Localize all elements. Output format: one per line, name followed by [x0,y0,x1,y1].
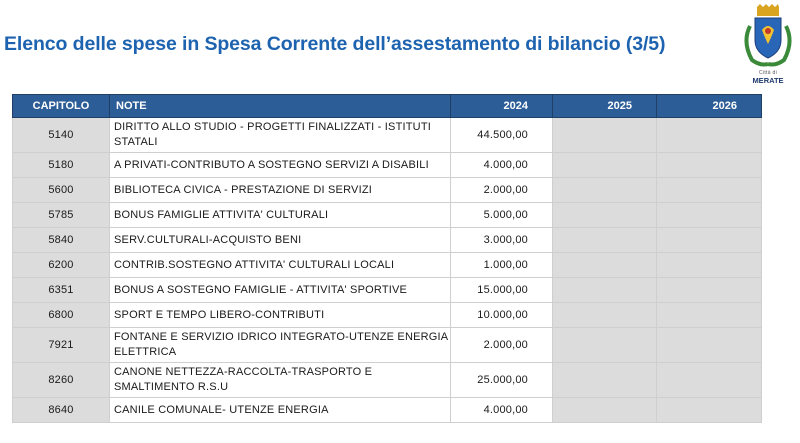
cell-2026 [657,363,762,398]
cell-2025 [553,228,657,253]
cell-2026 [657,303,762,328]
cell-2026 [657,278,762,303]
cell-2025 [553,153,657,178]
cell-2024: 44.500,00 [451,118,553,153]
cell-2024: 5.000,00 [451,203,553,228]
cell-2026 [657,153,762,178]
cell-2024: 2.000,00 [451,328,553,363]
cell-capitolo: 8640 [13,398,110,423]
cell-capitolo: 5785 [13,203,110,228]
header-2026: 2026 [657,95,762,118]
cell-note: DIRITTO ALLO STUDIO - PROGETTI FINALIZZATI - ISTITUTI STATALI [110,118,451,153]
cell-2025 [553,303,657,328]
cell-note: BONUS A SOSTEGNO FAMIGLIE - ATTIVITA' SPORTIVE [110,278,451,303]
cell-capitolo: 7921 [13,328,110,363]
cell-2025 [553,253,657,278]
cell-2025 [553,178,657,203]
cell-2025 [553,398,657,423]
cell-2025 [553,203,657,228]
cell-note: SERV.CULTURALI-ACQUISTO BENI [110,228,451,253]
cell-note: CANONE NETTEZZA-RACCOLTA-TRASPORTO E SMALTIMENTO R.S.U [110,363,451,398]
cell-note: A PRIVATI-CONTRIBUTO A SOSTEGNO SERVIZI A DISABILI [110,153,451,178]
table-row [13,398,762,423]
logo-caption: Città di [759,70,777,76]
cell-2026 [657,178,762,203]
table-row [13,303,762,328]
cell-2026 [657,398,762,423]
cell-note: BONUS FAMIGLIE ATTIVITA' CULTURALI [110,203,451,228]
cell-2026 [657,228,762,253]
cell-note: BIBLIOTECA CIVICA - PRESTAZIONE DI SERVIZI [110,178,451,203]
cell-note: CANILE COMUNALE- UTENZE ENERGIA [110,398,451,423]
cell-note: FONTANE E SERVIZIO IDRICO INTEGRATO-UTENZE ENERGIA ELETTRICA [110,328,451,363]
table-row [13,253,762,278]
header-note: NOTE [110,95,451,118]
cell-capitolo: 6351 [13,278,110,303]
coat-of-arms-logo [740,4,796,86]
table-row [13,278,762,303]
cell-2024: 4.000,00 [451,398,553,423]
expenses-table [12,94,762,423]
cell-2026 [657,203,762,228]
cell-2024: 25.000,00 [451,363,553,398]
coat-of-arms-icon [740,4,796,70]
cell-2026 [657,118,762,153]
cell-2024: 15.000,00 [451,278,553,303]
cell-capitolo: 5140 [13,118,110,153]
cell-2024: 3.000,00 [451,228,553,253]
cell-2024: 1.000,00 [451,253,553,278]
cell-capitolo: 5600 [13,178,110,203]
cell-capitolo: 5840 [13,228,110,253]
cell-capitolo: 5180 [13,153,110,178]
table-row [13,178,762,203]
table-row [13,153,762,178]
header-capitolo: CAPITOLO [13,95,110,118]
cell-capitolo: 8260 [13,363,110,398]
header-2025: 2025 [553,95,657,118]
page-title: Elenco delle spese in Spesa Corrente dell’assestamento di bilancio (3/5) [4,33,666,55]
cell-2024: 4.000,00 [451,153,553,178]
table-row [13,203,762,228]
cell-note: CONTRIB.SOSTEGNO ATTIVITA' CULTURALI LOCALI [110,253,451,278]
cell-2025 [553,328,657,363]
cell-2025 [553,363,657,398]
table-row [13,363,762,398]
cell-2024: 10.000,00 [451,303,553,328]
table-header-row [13,95,762,118]
cell-capitolo: 6800 [13,303,110,328]
table-row [13,228,762,253]
cell-2026 [657,328,762,363]
cell-note: SPORT E TEMPO LIBERO-CONTRIBUTI [110,303,451,328]
table-row [13,118,762,153]
cell-2025 [553,118,657,153]
cell-2025 [553,278,657,303]
cell-capitolo: 6200 [13,253,110,278]
cell-2026 [657,253,762,278]
header-2024: 2024 [451,95,553,118]
logo-town-name: MERATE [752,76,784,85]
cell-2024: 2.000,00 [451,178,553,203]
table-row [13,328,762,363]
